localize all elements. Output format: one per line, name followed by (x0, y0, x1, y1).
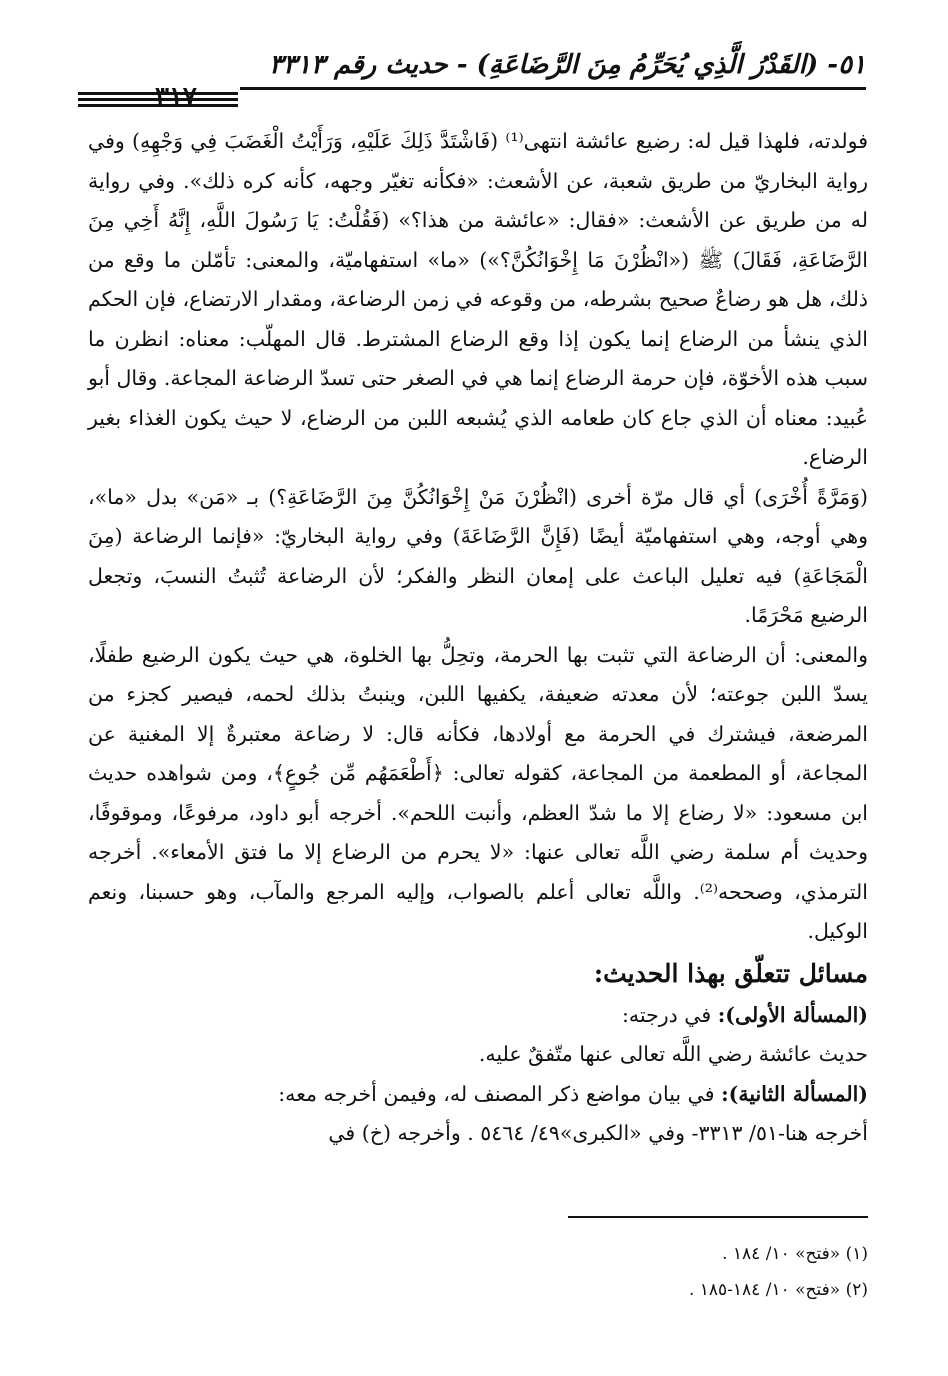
question-2-title: في بيان مواضع ذكر المصنف له، وفيمن أخرجه معه: (278, 1081, 715, 1106)
page-number: ٣١٧ (155, 82, 197, 112)
question-1-title: في درجته: (621, 1002, 712, 1027)
header-rule (240, 87, 866, 90)
question-1-text: حديث عائشة رضي اللَّه تعالى عنها متّفقٌ عليه. (478, 1042, 868, 1066)
paragraph-2: (وَمَرَّةً أُخْرَى) أي قال مرّة أخرى (انْظُرْنَ مَنْ إِخْوَانُكُنَّ مِنَ الرَّضَاعَةِ؟) بـ «مَن» بدل «ما»، وهي أوجه، وهي استفهاميّة أيضًا (فَإِنَّ الرَّضَاعَةَ) وفي رواية البخاريّ: «فإنما الرضاعة (مِنَ الْمَجَاعَةِ) فيه تعليل الباعث على إمعان النظر والفكر؛ لأن الرضاعة تُثبتُ النسبَ، وتجعل الرضيع مَحْرَمًا. (88, 484, 868, 627)
header-title: ٥١- (القَدْرُ الَّذِي يُحَرِّمُ مِنَ الرَّضَاعَةِ) - حديث رقم ٣٣١٣ (269, 50, 866, 80)
footnote-1: (١) «فتح» ١٠/ ١٨٤ . (722, 1244, 868, 1264)
paragraph-3: والمعنى: أن الرضاعة التي تثبت بها الحرمة، وتحِلُّ بها الخلوة، هي حيث يكون الرضيع طفلًا، يسدّ اللبن جوعته؛ لأن معدته ضعيفة، يكفيها اللبن، وينبتُ بذلك لحمه، فيصير كجزء من المرضعة، فيشترك في الحرمة مع أولادها، فكأنه قال: لا رضاعة معتبرةٌ إلا المغنية عن المجاعة، أو المطعمة من المجاعة، كقوله تعالى: ﴿أَطْعَمَهُم مِّن جُوعٍ﴾، ومن شواهده حديث ابن مسعود: «لا رضاع إلا ما شدّ العظم، وأنبت اللحم». أخرجه أبو داود، مرفوعًا، وموقوفًا، وحديث أم سلمة رضي اللَّه تعالى عنها: «لا يحرم من الرضاع إلا ما فتق الأمعاء». أخرجه الترمذي، وصححه⁽²⁾. واللَّه تعالى أعلم بالصواب، وإليه المرجع والمآب، وهو حسبنا، ونعم الوكيل. (88, 642, 868, 943)
page-body (88, 122, 868, 1154)
question-1-label: (المسألة الأولى): (717, 1002, 868, 1027)
question-1-heading (88, 996, 868, 1036)
footnotes (88, 1236, 868, 1308)
question-2-text: أخرجه هنا-٥١/ ٣٣١٣- وفي «الكبرى»٤٩/ ٥٤٦٤ . وأخرجه (خ) في (328, 1121, 868, 1145)
paragraph-1: فولدته، فلهذا قيل له: رضيع عائشة انتهى⁽¹⁾ (فَاشْتَدَّ ذَلِكَ عَلَيْهِ، وَرَأَيْتُ الْغَضَبَ فِي وَجْهِهِ) وفي رواية البخاريّ من طريق شعبة، عن الأشعث: «فكأنه تغيّر وجهه، كأنه كره ذلك». وفي رواية له من طريق عن الأشعث: «فقال: «عائشة من هذا؟» (فَقُلْتُ: يَا رَسُولَ اللَّهِ، إِنَّهُ أَخِي مِنَ الرَّضَاعَةِ، فَقَالَ) ﷺ («انْظُرْنَ مَا إِخْوَانُكُنَّ؟») «ما» استفهاميّة، والمعنى: تأمّلن ما وقع من ذلك، هل هو رضاعٌ صحيح بشرطه، من وقوعه في زمن الرضاعة، ومقدار الارتضاع، فإن الحكم الذي ينشأ من الرضاع إنما يكون إذا وقع الرضاع المشترط. قال المهلّب: معناه: انظرن ما سبب هذه الأخوّة، فإن حرمة الرضاع إنما هي في الصغر حتى تسدّ الرضاعة المجاعة. وقال أبو عُبيد: معناه أن الذي جاع كان طعامه الذي يُشبعه اللبن من الرضاع، لا حيث يكون الغذاء بغير الرضاع. (88, 129, 868, 469)
section-heading: مسائل تتعلّق بهذا الحديث: (593, 958, 868, 988)
footnote-2: (٢) «فتح» ١٠/ ١٨٤-١٨٥ . (688, 1280, 868, 1300)
question-2-label: (المسألة الثانية): (721, 1081, 868, 1106)
question-2-heading (88, 1075, 868, 1115)
footnote-rule (568, 1216, 868, 1218)
